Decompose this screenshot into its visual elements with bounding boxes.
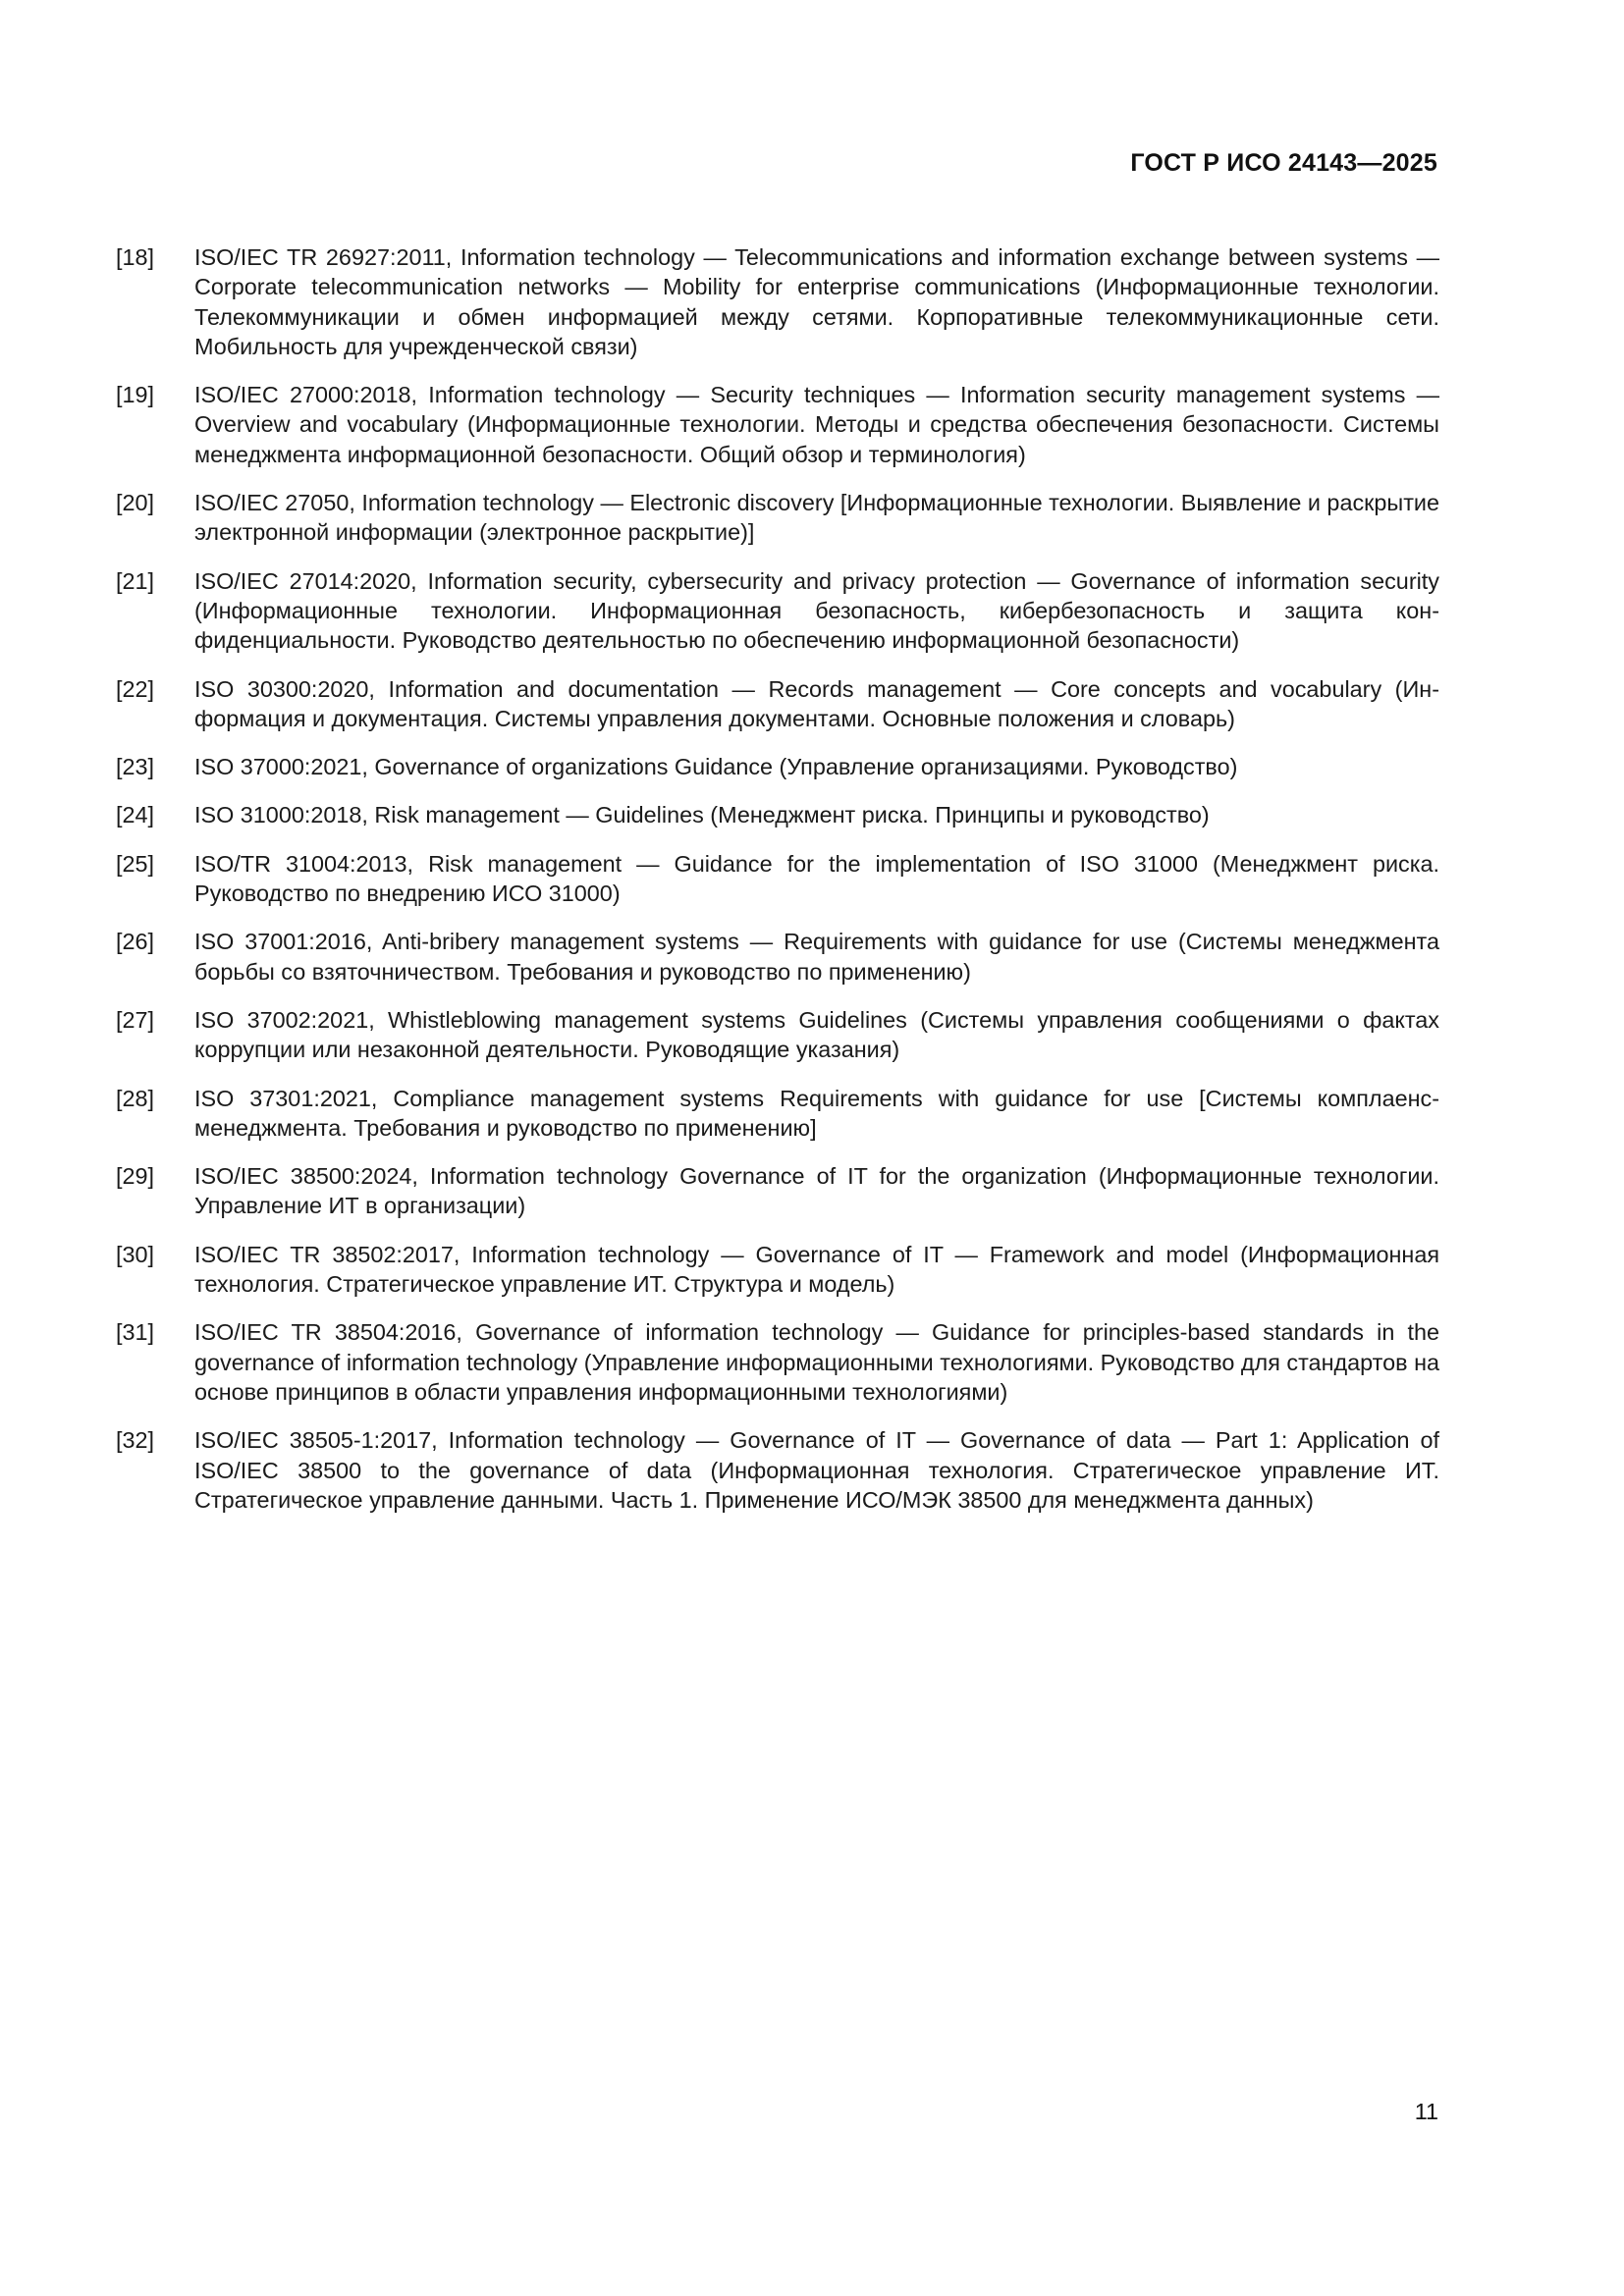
reference-number: [27] (116, 1006, 155, 1033)
reference-text: ISO/IEC TR 38502:2017, Information technology — Governance of IT — Framework and model (Информационная технология. Стратегическое управление ИТ. Структура и модель) (194, 1241, 1439, 1298)
reference-item (116, 1240, 1439, 1300)
reference-number: [22] (116, 675, 155, 702)
bibliography-list (116, 242, 1439, 1533)
reference-item (116, 1084, 1439, 1144)
standard-header: ГОСТ Р ИСО 24143—2025 (1130, 149, 1437, 177)
reference-text: ISO/IEC TR 26927:2011, Information technology — Telecommunications and information exchange between systems — Corporate telecommunication networks — Mobility for enterprise communications (Информационные технологии. Телекоммуникации и обмен информацией между сетями. Корпоративные телекоммуникационные сети. Мобильность для учрежденческой связи) (194, 244, 1439, 359)
reference-item (116, 927, 1439, 987)
reference-number: [32] (116, 1427, 155, 1454)
reference-item (116, 800, 1439, 829)
reference-number: [30] (116, 1241, 155, 1267)
reference-text: ISO 30300:2020, Information and documentation — Records management — Core concepts and vocabulary (Информация и документация. Системы управления документами. Основные положения и словарь) (194, 675, 1439, 731)
reference-number: [23] (116, 754, 155, 780)
reference-text: ISO/IEC 27000:2018, Information technology — Security techniques — Information security management systems — Overview and vocabulary (Информационные технологии. Методы и средства обеспечения безопасности. Системы менеджмента информационной безопасности. Общий обзор и терминология) (194, 382, 1439, 467)
reference-item (116, 242, 1439, 361)
reference-number: [18] (116, 244, 155, 270)
reference-text: ISO/IEC 38500:2024, Information technology Governance of IT for the organization (Информационные технологии. Управление ИТ в организации) (194, 1163, 1439, 1219)
reference-text: ISO/IEC TR 38504:2016, Governance of information technology — Guidance for principles-based standards in the governance of information technology (Управление информационными технологиями. Руководство для стандартов на основе принципов в области управления информационными технологиями) (194, 1319, 1439, 1405)
reference-number: [26] (116, 929, 155, 955)
reference-number: [28] (116, 1085, 155, 1111)
reference-text: ISO 31000:2018, Risk management — Guidelines (Менеджмент риска. Принципы и руководство) (194, 802, 1210, 828)
reference-item (116, 488, 1439, 548)
reference-text: ISO 37001:2016, Anti-bribery management systems — Requirements with guidance for use (Системы менеджмента борьбы со взяточничеством. Требования и руководство по применению) (194, 929, 1439, 985)
reference-item (116, 1425, 1439, 1515)
reference-text: ISO 37301:2021, Compliance management systems Requirements with guidance for use [Системы комплаенс-менеджмента. Требования и руководство по применению] (194, 1085, 1439, 1141)
reference-number: [31] (116, 1319, 155, 1346)
reference-text: ISO/IEC 27014:2020, Information security, cybersecurity and privacy protection — Governance of information security (Информационные технологии. Информационная безопасность, кибербезопасность и защита конфиденциальности. Руководство деятельностью по обеспечению информационной безопасности) (194, 567, 1439, 654)
reference-item (116, 380, 1439, 469)
reference-number: [25] (116, 850, 155, 877)
reference-text: ISO/TR 31004:2013, Risk management — Guidance for the implementation of ISO 31000 (Менеджмент риска. Руководство по внедрению ИСО 31000) (194, 850, 1439, 907)
reference-number: [19] (116, 382, 155, 408)
reference-text: ISO 37000:2021, Governance of organizations Guidance (Управление организациями. Руководство) (194, 754, 1238, 780)
reference-item (116, 674, 1439, 734)
reference-item (116, 566, 1439, 656)
reference-item (116, 1005, 1439, 1065)
reference-item (116, 752, 1439, 781)
reference-number: [29] (116, 1163, 155, 1190)
reference-number: [24] (116, 802, 155, 828)
page-number: 11 (1414, 2099, 1438, 2124)
reference-number: [21] (116, 567, 155, 594)
reference-text: ISO/IEC 38505-1:2017, Information technology — Governance of IT — Governance of data — Part 1: Application of ISO/IEC 38500 to the governance of data (Информационная технология. Стратегическое управление ИТ. Стратегическое управление данными. Часть 1. Применение ИСО/МЭК 38500 для менеджмента данных) (194, 1427, 1439, 1513)
reference-item (116, 1317, 1439, 1407)
reference-item (116, 849, 1439, 909)
reference-number: [20] (116, 490, 155, 516)
reference-text: ISO 37002:2021, Whistleblowing management systems Guidelines (Системы управления сообщениями о фактах коррупции или незаконной деятельности. Руководящие указания) (194, 1006, 1439, 1063)
reference-item (116, 1161, 1439, 1221)
reference-text: ISO/IEC 27050, Information technology — Electronic discovery [Информационные технологии. Выявление и раскрытие электронной информации (электронное раскрытие)] (194, 490, 1439, 546)
